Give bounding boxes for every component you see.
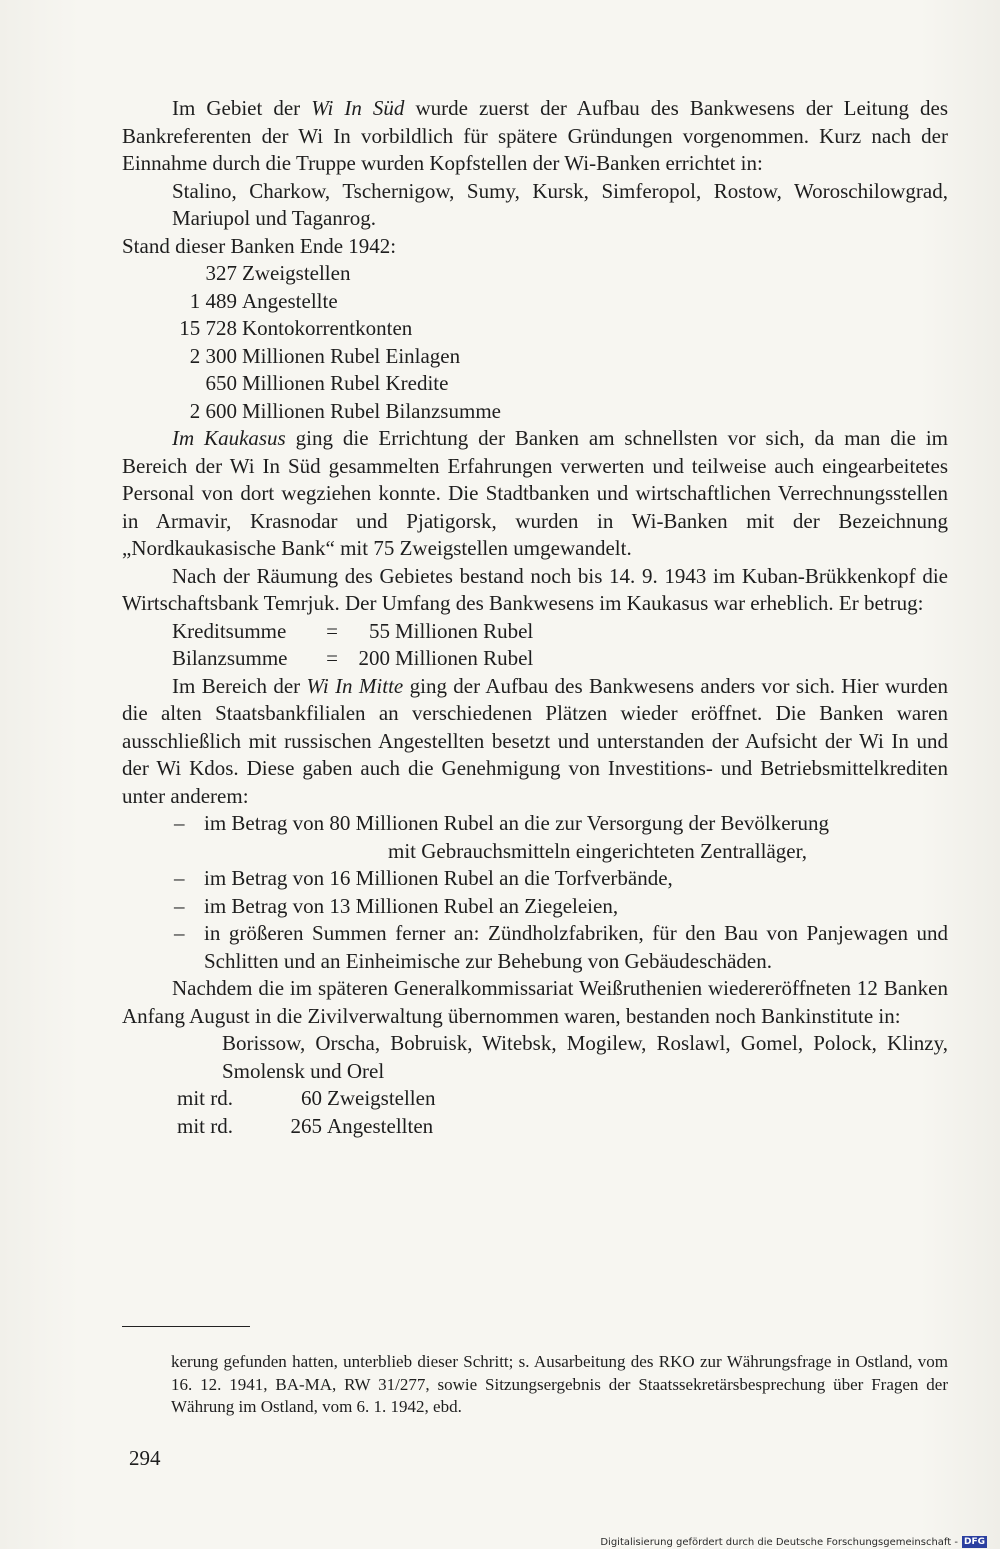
- list-item-text: im Betrag von 16 Millionen Rubel an die Torfverbände,: [204, 866, 673, 890]
- footnote-text: kerung gefunden hatten, unterblieb dieser Schritt; s. Ausarbeitung des RKO zur Währungsfrage in Ostland, vom 16. 12. 1941, BA-MA, RW 31/277, sowie Sitzungsergebnis der Staatssekretärsbesprechung über Fragen der Währung im Ostland, vom 6. 1. 1942, ebd.: [171, 1352, 948, 1416]
- list-item: [204, 893, 948, 921]
- stat-number: 650: [205, 371, 237, 395]
- mit-text: Zweigstellen: [327, 1086, 436, 1110]
- stat-row: [122, 315, 948, 343]
- equals-sign: =: [326, 646, 338, 670]
- sum-label: Bilanzsumme: [172, 646, 288, 670]
- mit-row: [122, 1085, 948, 1113]
- dfg-logo: DFG: [963, 1537, 985, 1547]
- city-list-west: Borissow, Orscha, Bobruisk, Witebsk, Mogilew, Roslawl, Gomel, Polock, Klinzy, Smolensk und Orel: [222, 1031, 948, 1083]
- sums-table: [122, 618, 948, 673]
- credit-list: [122, 810, 948, 975]
- city-list-south: Stalino, Charkow, Tschernigow, Sumy, Kursk, Simferopol, Rostow, Woroschilowgrad, Mariupol und Taganrog.: [172, 178, 948, 230]
- list-item-text: im Betrag von 80 Millionen Rubel an die zur Versorgung der Bevölkerung: [204, 811, 830, 835]
- sum-unit: Millionen Rubel: [395, 618, 534, 643]
- stat-number: 2 300: [189, 343, 237, 368]
- mit-row: [122, 1113, 948, 1141]
- stat-row: [122, 343, 948, 371]
- stat-label: Millionen Rubel Einlagen: [242, 343, 461, 368]
- list-item-text: im Betrag von 13 Millionen Rubel an Ziegeleien,: [204, 893, 619, 918]
- text-run: Im Bereich der: [172, 673, 307, 698]
- stat-label: Angestellte: [242, 288, 338, 313]
- stat-row: [122, 288, 948, 316]
- stat-number: 2 600: [189, 398, 237, 423]
- mit-table: [122, 1085, 948, 1140]
- stat-label: Millionen Rubel Kredite: [242, 371, 449, 395]
- stat-row: [122, 370, 948, 398]
- page-number: 294: [129, 1446, 161, 1470]
- mit-label: mit rd.: [177, 1113, 233, 1138]
- sum-unit: Millionen Rubel: [395, 646, 534, 670]
- paragraph-nachdem: Nachdem die im späteren Generalkommissariat Weißruthenien wiedereröffneten 12 Banken Anfang August in die Zivilverwaltung übernommen waren, bestanden noch Bankinstitute in:: [122, 976, 948, 1028]
- emphasis-wi-in-mitte: Wi In Mitte: [306, 673, 404, 698]
- text-run: ging der Aufbau des Bankwesens anders vor sich. Hier wurden die alten Staatsbankfilialen an verschiedenen Plätzen wieder eröffnet. Die Banken waren ausschließlich mit russischen Angestellten besetzt und unterstanden der Aufsicht der Wi In und der Wi Kdos. Diese gaben auch die Genehmigung von Investitions- und Betriebsmittelkrediten unter anderem:: [122, 673, 948, 808]
- equals-sign: =: [326, 618, 338, 643]
- stat-label: Zweigstellen: [242, 261, 351, 285]
- stat-number: 327: [205, 261, 237, 285]
- list-item-continuation: mit Gebrauchsmitteln eingerichteten Zentralläger,: [388, 838, 807, 863]
- text-run: ging die Errichtung der Banken am schnellsten vor sich, da man die im Bereich der Wi In Süd gesammelten Erfahrungen verwerten und teilweise auch eingearbeitetes Personal von dort wegziehen konnte. Die Stadtbanken und wirtschaftlichen Verrechnungsstellen in Armavir, Krasnodar und Pjatigorsk, wurden in Wi-Banken mit der Bezeichnung „Nordkaukasische Bank“ mit 75 Zweigstellen umgewandelt.: [122, 426, 948, 560]
- paragraph-kaukasus: [122, 425, 948, 563]
- stat-number: 15 728: [179, 316, 237, 340]
- stat-row: [122, 260, 948, 288]
- emphasis-kaukasus: Im Kaukasus: [172, 426, 286, 450]
- list-item: [204, 810, 948, 865]
- credit-text: Digitalisierung gefördert durch die Deutsche Forschungsgemeinschaft -: [600, 1536, 958, 1548]
- sum-row: [122, 618, 948, 646]
- sum-number: 55: [369, 618, 390, 643]
- text-run: Im Gebiet der: [172, 96, 312, 120]
- mit-number: 60: [301, 1086, 322, 1110]
- list-item: [204, 865, 948, 893]
- mit-number: 265: [290, 1113, 322, 1138]
- emphasis-wi-in-sued: Wi In Süd: [311, 96, 405, 120]
- digitization-credit: [600, 1536, 987, 1548]
- stand-heading: Stand dieser Banken Ende 1942:: [122, 233, 397, 258]
- list-item-text: in größeren Summen ferner an: Zündholzfabriken, für den Bau von Panjewagen und Schlitten und an Einheimische zur Behebung von Gebäudeschäden.: [204, 921, 948, 973]
- paragraph-raeumung: Nach der Räumung des Gebietes bestand noch bis 14. 9. 1943 im Kuban-Brükkenkopf die Wirtschaftsbank Temrjuk. Der Umfang des Bankwesens im Kaukasus war erheblich. Er betrug:: [122, 563, 948, 615]
- sum-row: [122, 645, 948, 673]
- sum-label: Kreditsumme: [172, 618, 287, 643]
- stat-label: Kontokorrentkonten: [242, 316, 413, 340]
- list-item: [204, 920, 948, 975]
- stat-label: Millionen Rubel Bilanzsumme: [242, 398, 501, 423]
- stats-table: [122, 260, 948, 425]
- sum-number: 200: [358, 646, 390, 670]
- stat-row: [122, 398, 948, 426]
- text-run: wurde zuerst der Aufbau des Bankwesens der Leitung des Bankreferenten der Wi In vorbildlich für spätere Gründungen vorgenommen. Kurz nach der Einnahme durch die Truppe wurden Kopfstellen der Wi-Banken errichtet in:: [122, 96, 948, 175]
- main-text: [122, 95, 948, 1140]
- paragraph-wi-in-mitte: [122, 673, 948, 811]
- paragraph-wi-in-sued: [122, 95, 948, 178]
- footnote-rule: [122, 1326, 250, 1327]
- mit-label: mit rd.: [177, 1086, 233, 1110]
- mit-text: Angestellten: [327, 1113, 434, 1138]
- stat-number: 1 489: [189, 288, 237, 313]
